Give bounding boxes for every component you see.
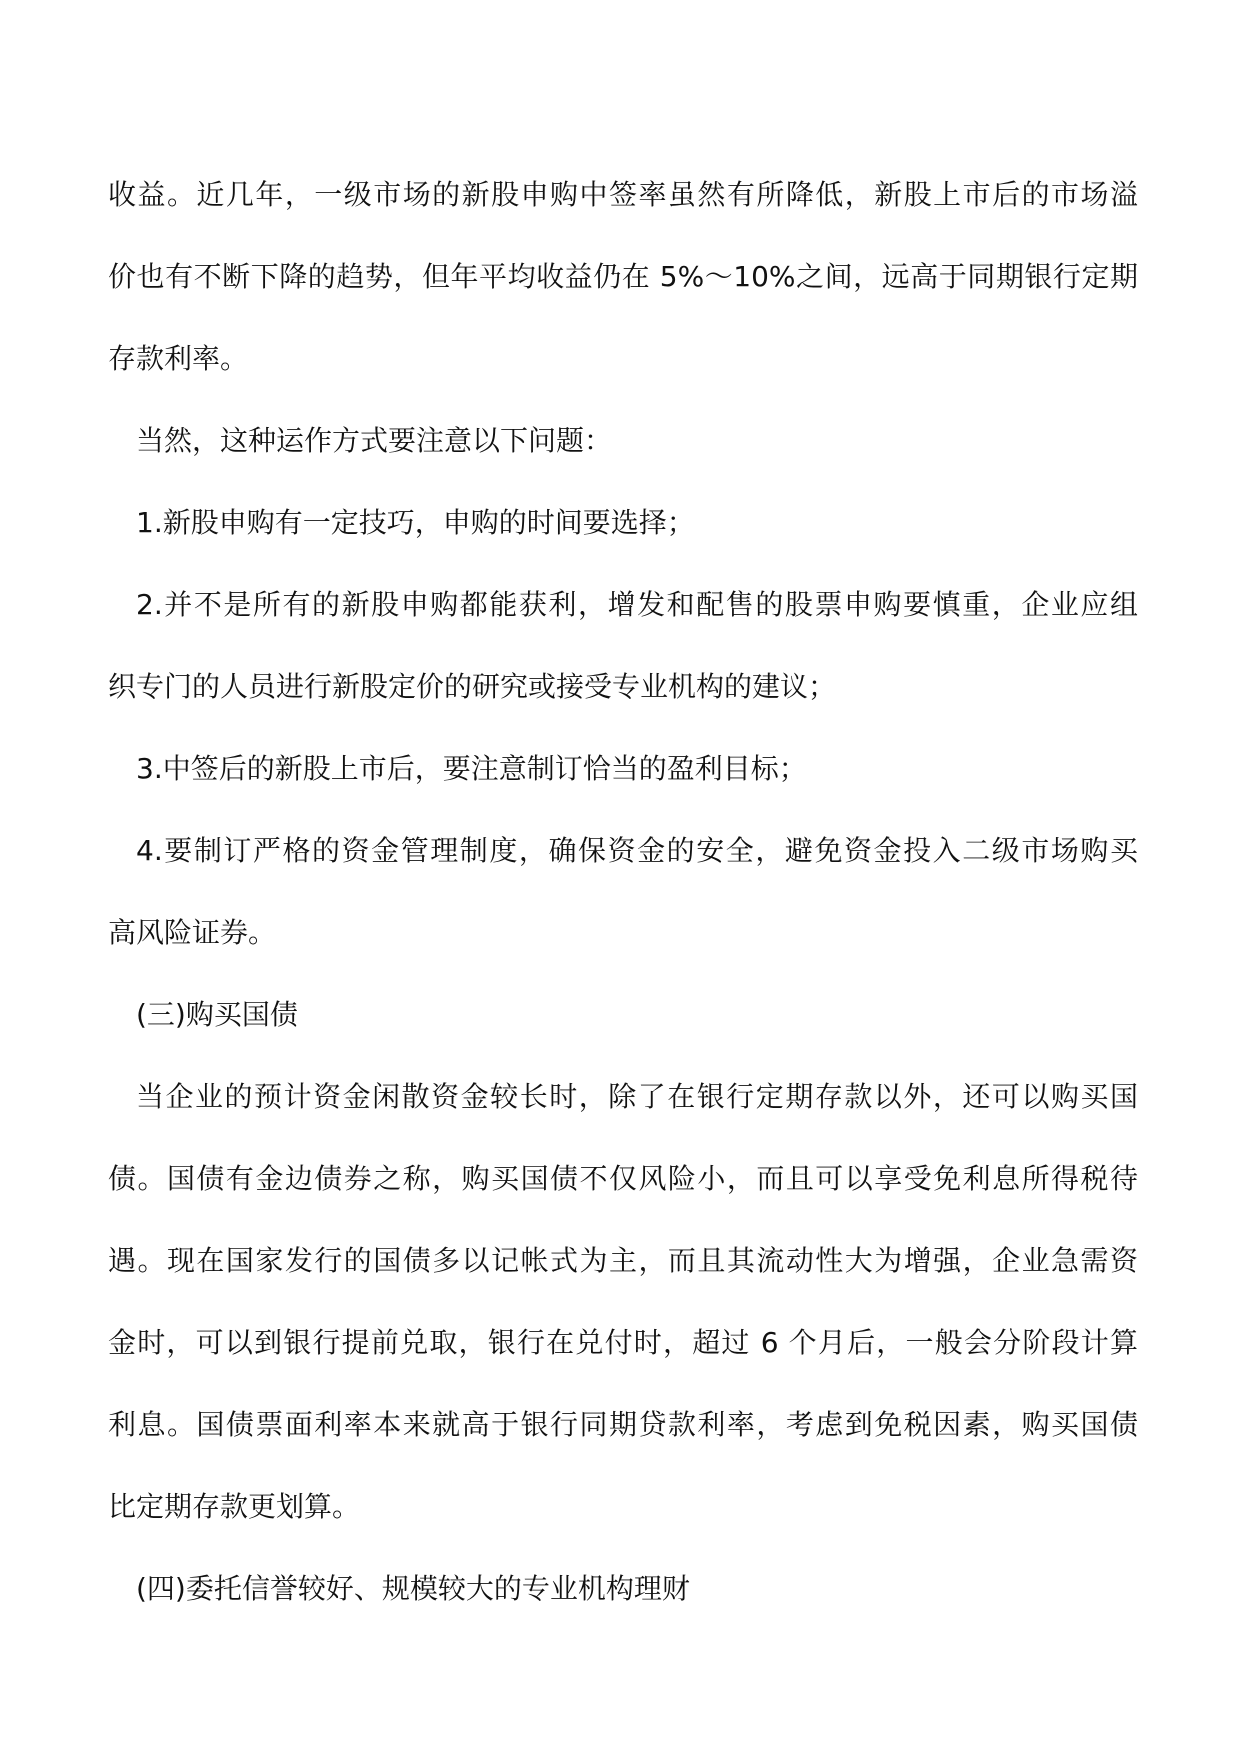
text-line: 3.中签后的新股上市后，要注意制订恰当的盈利目标； xyxy=(136,752,807,785)
list-item-3 xyxy=(108,728,1138,810)
text-line: 当企业的预计资金闲散资金较长时，除了在银行定期存款以外，还可以购买国 xyxy=(136,1080,1138,1113)
paragraph-cautions-intro xyxy=(108,400,1138,482)
text-line: 债。国债有金边债券之称，购买国债不仅风险小，而且可以享受免利息所得税待 xyxy=(108,1162,1138,1195)
text-line: 价也有不断下降的趋势，但年平均收益仍在 5%～10%之间，远高于同期银行定期 xyxy=(108,260,1138,293)
text-line: 4.要制订严格的资金管理制度，确保资金的安全，避免资金投入二级市场购买 xyxy=(136,834,1138,867)
text-line: 织专门的人员进行新股定价的研究或接受专业机构的建议； xyxy=(108,670,837,703)
text-line: 遇。现在国家发行的国债多以记帐式为主，而且其流动性大为增强，企业急需资 xyxy=(108,1244,1138,1277)
text-line: 比定期存款更划算。 xyxy=(108,1490,361,1523)
list-item-2 xyxy=(108,564,1138,728)
text-line: 高风险证券。 xyxy=(108,916,277,949)
text-line: 当然，这种运作方式要注意以下问题： xyxy=(136,424,613,457)
section-heading-4 xyxy=(108,1548,1138,1630)
text-line: 利息。国债票面利率本来就高于银行同期贷款利率，考虑到免税因素，购买国债 xyxy=(108,1408,1138,1441)
document-body xyxy=(108,154,1138,1630)
list-item-4 xyxy=(108,810,1138,974)
text-line: (四)委托信誉较好、规模较大的专业机构理财 xyxy=(136,1572,690,1605)
text-line: 存款利率。 xyxy=(108,342,249,375)
text-line: 收益。近几年，一级市场的新股申购中签率虽然有所降低，新股上市后的市场溢 xyxy=(108,178,1138,211)
paragraph-treasury-bonds xyxy=(108,1056,1138,1548)
text-line: 1.新股申购有一定技巧，申购的时间要选择； xyxy=(136,506,695,539)
section-heading-3 xyxy=(108,974,1138,1056)
text-line: (三)购买国债 xyxy=(136,998,298,1031)
paragraph-new-stock-returns xyxy=(108,154,1138,400)
text-line: 2.并不是所有的新股申购都能获利，增发和配售的股票申购要慎重，企业应组 xyxy=(136,588,1138,621)
list-item-1 xyxy=(108,482,1138,564)
text-line: 金时，可以到银行提前兑取，银行在兑付时，超过 6 个月后，一般会分阶段计算 xyxy=(108,1326,1138,1359)
